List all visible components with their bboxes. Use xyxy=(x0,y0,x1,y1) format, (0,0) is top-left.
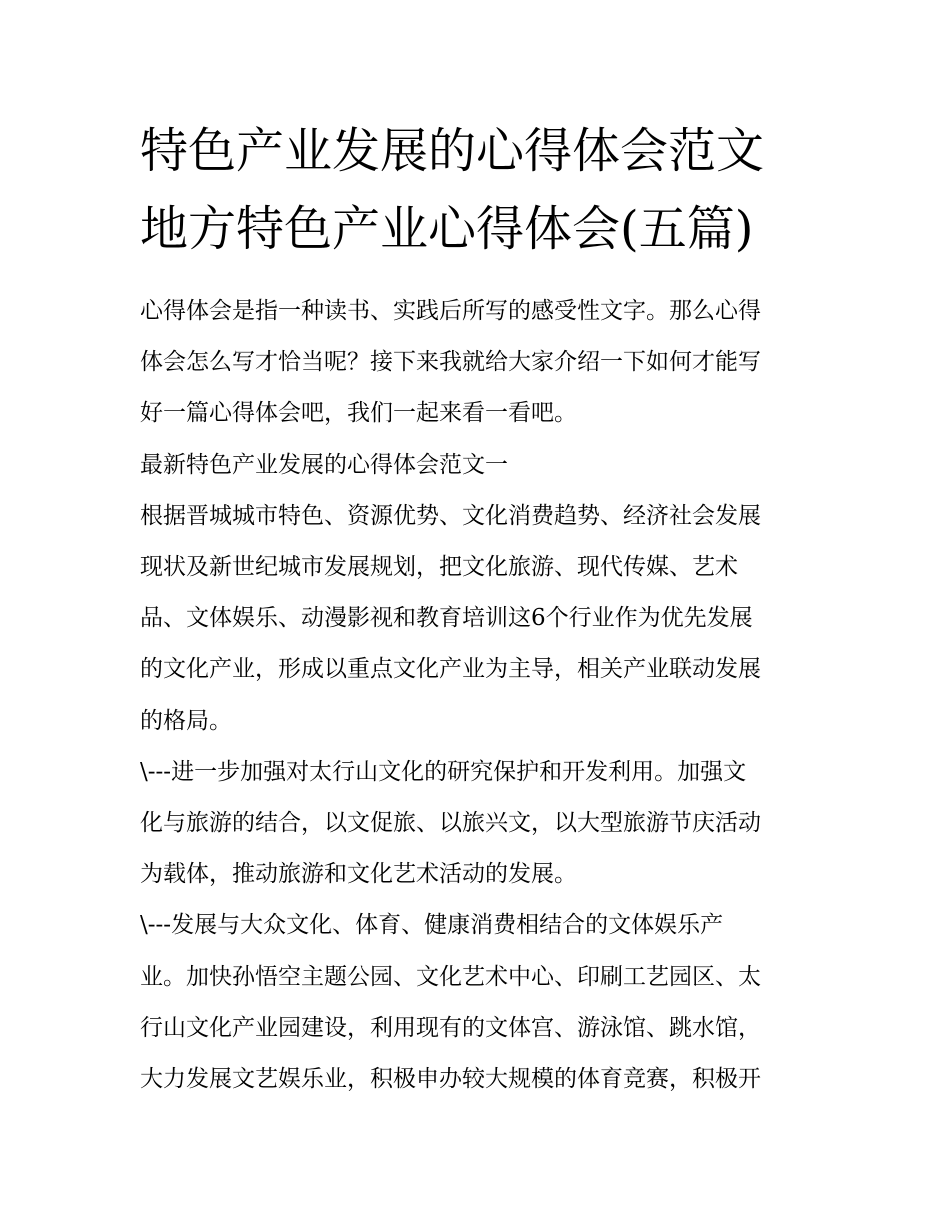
intro-line-2: 体会怎么写才恰当呢？接下来我就给大家介绍一下如何才能写 xyxy=(140,349,761,376)
paragraph-line: 的文化产业，形成以重点文化产业为主导，相关产业联动发展 xyxy=(140,656,761,683)
intro-line-1: 心得体会是指一种读书、实践后所写的感受性文字。那么心得 xyxy=(140,298,761,324)
document-page xyxy=(140,112,812,1105)
paragraph-line: 的格局。 xyxy=(140,707,232,734)
section-heading: 最新特色产业发展的心得体会范文一 xyxy=(140,451,508,478)
paragraph-line: 行山文化产业园建设，利用现有的文体宫、游泳馆、跳水馆， xyxy=(140,1014,761,1041)
paragraph-line: 大力发展文艺娱乐业，积极申办较大规模的体育竞赛，积极开 xyxy=(140,1066,761,1093)
paragraph-line: \---进一步加强对太行山文化的研究保护和开发利用。加强文 xyxy=(140,758,747,785)
document-title xyxy=(140,112,812,268)
paragraph-line: 业。加快孙悟空主题公园、文化艺术中心、印刷工艺园区、太 xyxy=(140,963,761,990)
paragraph-line: \---发展与大众文化、体育、健康消费相结合的文体娱乐产 xyxy=(140,912,724,939)
document-body xyxy=(140,286,812,1105)
intro-line-3: 好一篇心得体会吧，我们一起来看一看吧。 xyxy=(140,400,577,427)
paragraph-line: 为载体，推动旅游和文化艺术活动的发展。 xyxy=(140,861,577,888)
title-line-1: 特色产业发展的心得体会范文 xyxy=(140,123,765,179)
paragraph-line: 化与旅游的结合，以文促旅、以旅兴文，以大型旅游节庆活动 xyxy=(140,810,761,837)
paragraph-line: 根据晋城城市特色、资源优势、文化消费趋势、经济社会发展 xyxy=(140,502,761,529)
paragraph-line: 现状及新世纪城市发展规划，把文化旅游、现代传媒、艺术 xyxy=(140,554,738,581)
title-line-2: 地方特色产业心得体会(五篇) xyxy=(140,201,754,257)
paragraph-line: 品、文体娱乐、动漫影视和教育培训这6个行业作为优先发展 xyxy=(140,605,753,632)
